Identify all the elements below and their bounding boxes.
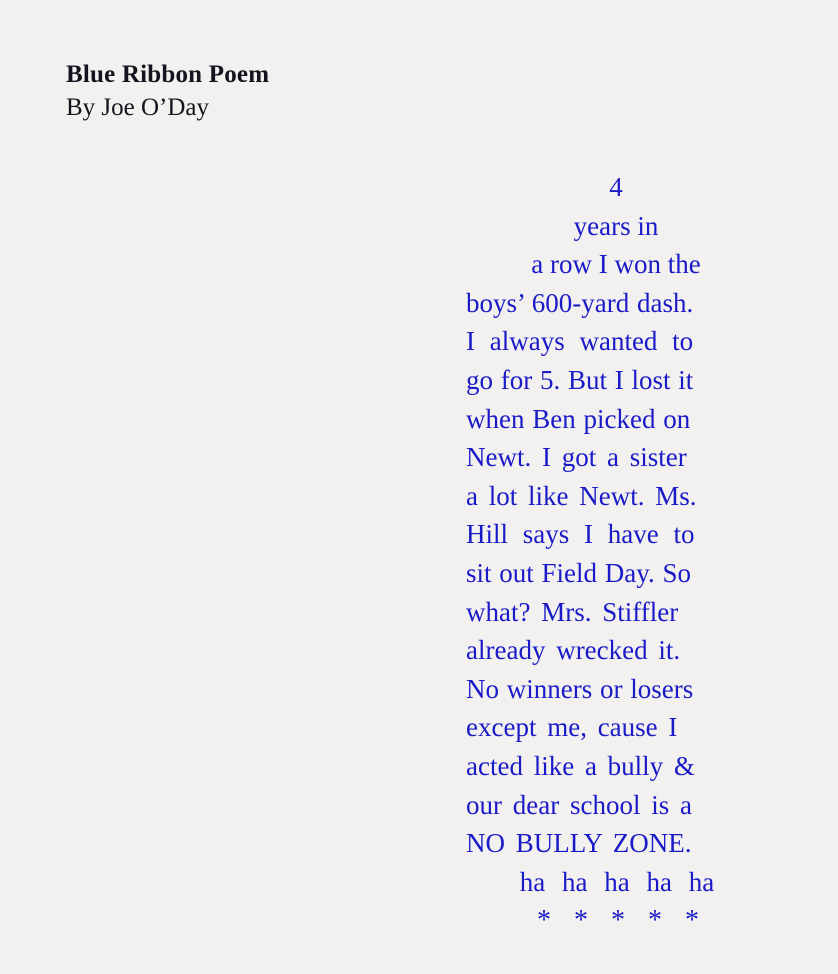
poem-line: NO BULLY ZONE. bbox=[466, 828, 692, 859]
poem-line: No winners or losers bbox=[466, 673, 694, 704]
poem-line: Newt. I got a sister bbox=[466, 442, 687, 473]
poem-header bbox=[66, 60, 269, 123]
poem-line: years in bbox=[573, 210, 659, 241]
poem-line: boys’ 600-yard dash. bbox=[466, 287, 694, 318]
poem-line: sit out Field Day. So bbox=[466, 557, 692, 588]
poem-line: what? Mrs. Stiffler bbox=[466, 596, 679, 627]
poem-line: 4 bbox=[609, 172, 623, 202]
poem-line: ha ha ha ha ha bbox=[519, 866, 715, 897]
poem-line: already wrecked it. bbox=[466, 635, 681, 666]
poem-line-stars: * * * * * bbox=[537, 905, 699, 937]
poem-line: a lot like Newt. Ms. bbox=[466, 480, 697, 511]
poem-line: I always wanted to bbox=[466, 326, 694, 357]
poem-line: Hill says I have to bbox=[466, 519, 695, 550]
poem-line: except me, cause I bbox=[466, 712, 678, 743]
poem-line: our dear school is a bbox=[466, 789, 692, 820]
page-title: Blue Ribbon Poem bbox=[66, 61, 270, 88]
poem-line: acted like a bully & bbox=[466, 750, 695, 781]
poem-body bbox=[466, 168, 766, 941]
poem-line: when Ben picked on bbox=[466, 403, 691, 434]
poem-line: go for 5. But I lost it bbox=[466, 364, 694, 395]
poem-byline: By Joe O’Day bbox=[66, 93, 210, 121]
poem-line: a row I won the bbox=[531, 249, 701, 280]
